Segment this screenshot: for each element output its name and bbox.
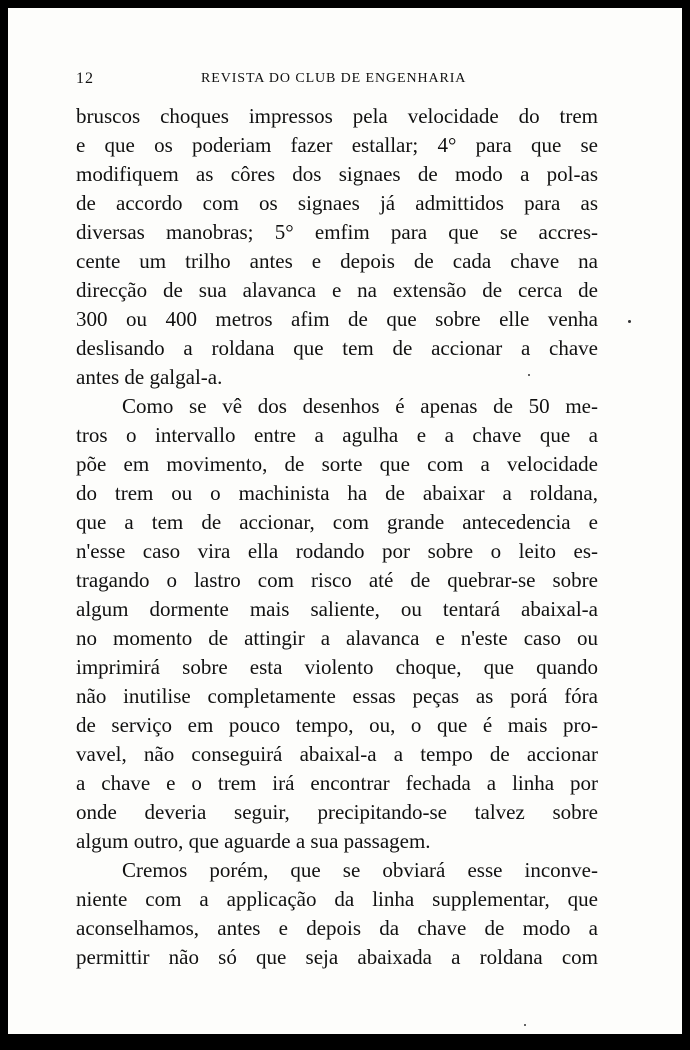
text-line: bruscos choques impressos pela velocidade do trem bbox=[76, 104, 598, 128]
text-line: de accordo com os signaes já admittidos para as bbox=[76, 191, 598, 215]
text-line: vavel, não conseguirá abaixal-a a tempo de accionar bbox=[76, 742, 598, 766]
text-line: tragando o lastro com risco até de quebrar-se sobre bbox=[76, 568, 598, 592]
text-line: permittir não só que seja abaixada a roldana com bbox=[76, 945, 598, 969]
text-line: no momento de attingir a alavanca e n'este caso ou bbox=[76, 626, 598, 650]
text-line: a chave e o trem irá encontrar fechada a linha por bbox=[76, 771, 598, 795]
text-line: cente um trilho antes e depois de cada chave na bbox=[76, 249, 598, 273]
text-line: antes de galgal-a. bbox=[76, 365, 223, 389]
text-line: Como se vê dos desenhos é apenas de 50 me- bbox=[122, 394, 598, 418]
text-line: e que os poderiam fazer estallar; 4° para que se bbox=[76, 133, 598, 157]
text-line: do trem ou o machinista ha de abaixar a roldana, bbox=[76, 481, 598, 505]
text-line: diversas manobras; 5° emfim para que se accres- bbox=[76, 220, 598, 244]
text-line: que a tem de accionar, com grande antecedencia e bbox=[76, 510, 598, 534]
running-head: REVISTA DO CLUB DE ENGENHARIA bbox=[201, 71, 467, 86]
text-line: não inutilise completamente essas peças as porá fóra bbox=[76, 684, 598, 708]
text-line: direcção de sua alavanca e na extensão de cerca de bbox=[76, 278, 598, 302]
text-line: modifiquem as côres dos signaes de modo a pol-as bbox=[76, 162, 598, 186]
ink-speck bbox=[528, 374, 530, 376]
text-line: imprimirá sobre esta violento choque, que quando bbox=[76, 655, 598, 679]
text-line: põe em movimento, de sorte que com a velocidade bbox=[76, 452, 598, 476]
ink-speck bbox=[628, 320, 631, 323]
text-line: Cremos porém, que se obviará esse inconve- bbox=[122, 858, 598, 882]
ink-speck bbox=[524, 1024, 526, 1026]
page-number: 12 bbox=[76, 70, 94, 87]
text-line: algum outro, que aguarde a sua passagem. bbox=[76, 829, 431, 853]
book-page bbox=[8, 8, 682, 1034]
text-line: deslisando a roldana que tem de accionar a chave bbox=[76, 336, 598, 360]
text-line: aconselhamos, antes e depois da chave de modo a bbox=[76, 916, 598, 940]
page-header bbox=[76, 70, 601, 92]
body-text bbox=[76, 102, 598, 972]
text-line: niente com a applicação da linha supplementar, que bbox=[76, 887, 598, 911]
text-line: n'esse caso vira ella rodando por sobre o leito es- bbox=[76, 539, 598, 563]
text-line: de serviço em pouco tempo, ou, o que é mais pro- bbox=[76, 713, 598, 737]
text-line: tros o intervallo entre a agulha e a chave que a bbox=[76, 423, 598, 447]
text-line: algum dormente mais saliente, ou tentará abaixal-a bbox=[76, 597, 598, 621]
text-line: onde deveria seguir, precipitando-se talvez sobre bbox=[76, 800, 598, 824]
text-line: 300 ou 400 metros afim de que sobre elle venha bbox=[76, 307, 598, 331]
